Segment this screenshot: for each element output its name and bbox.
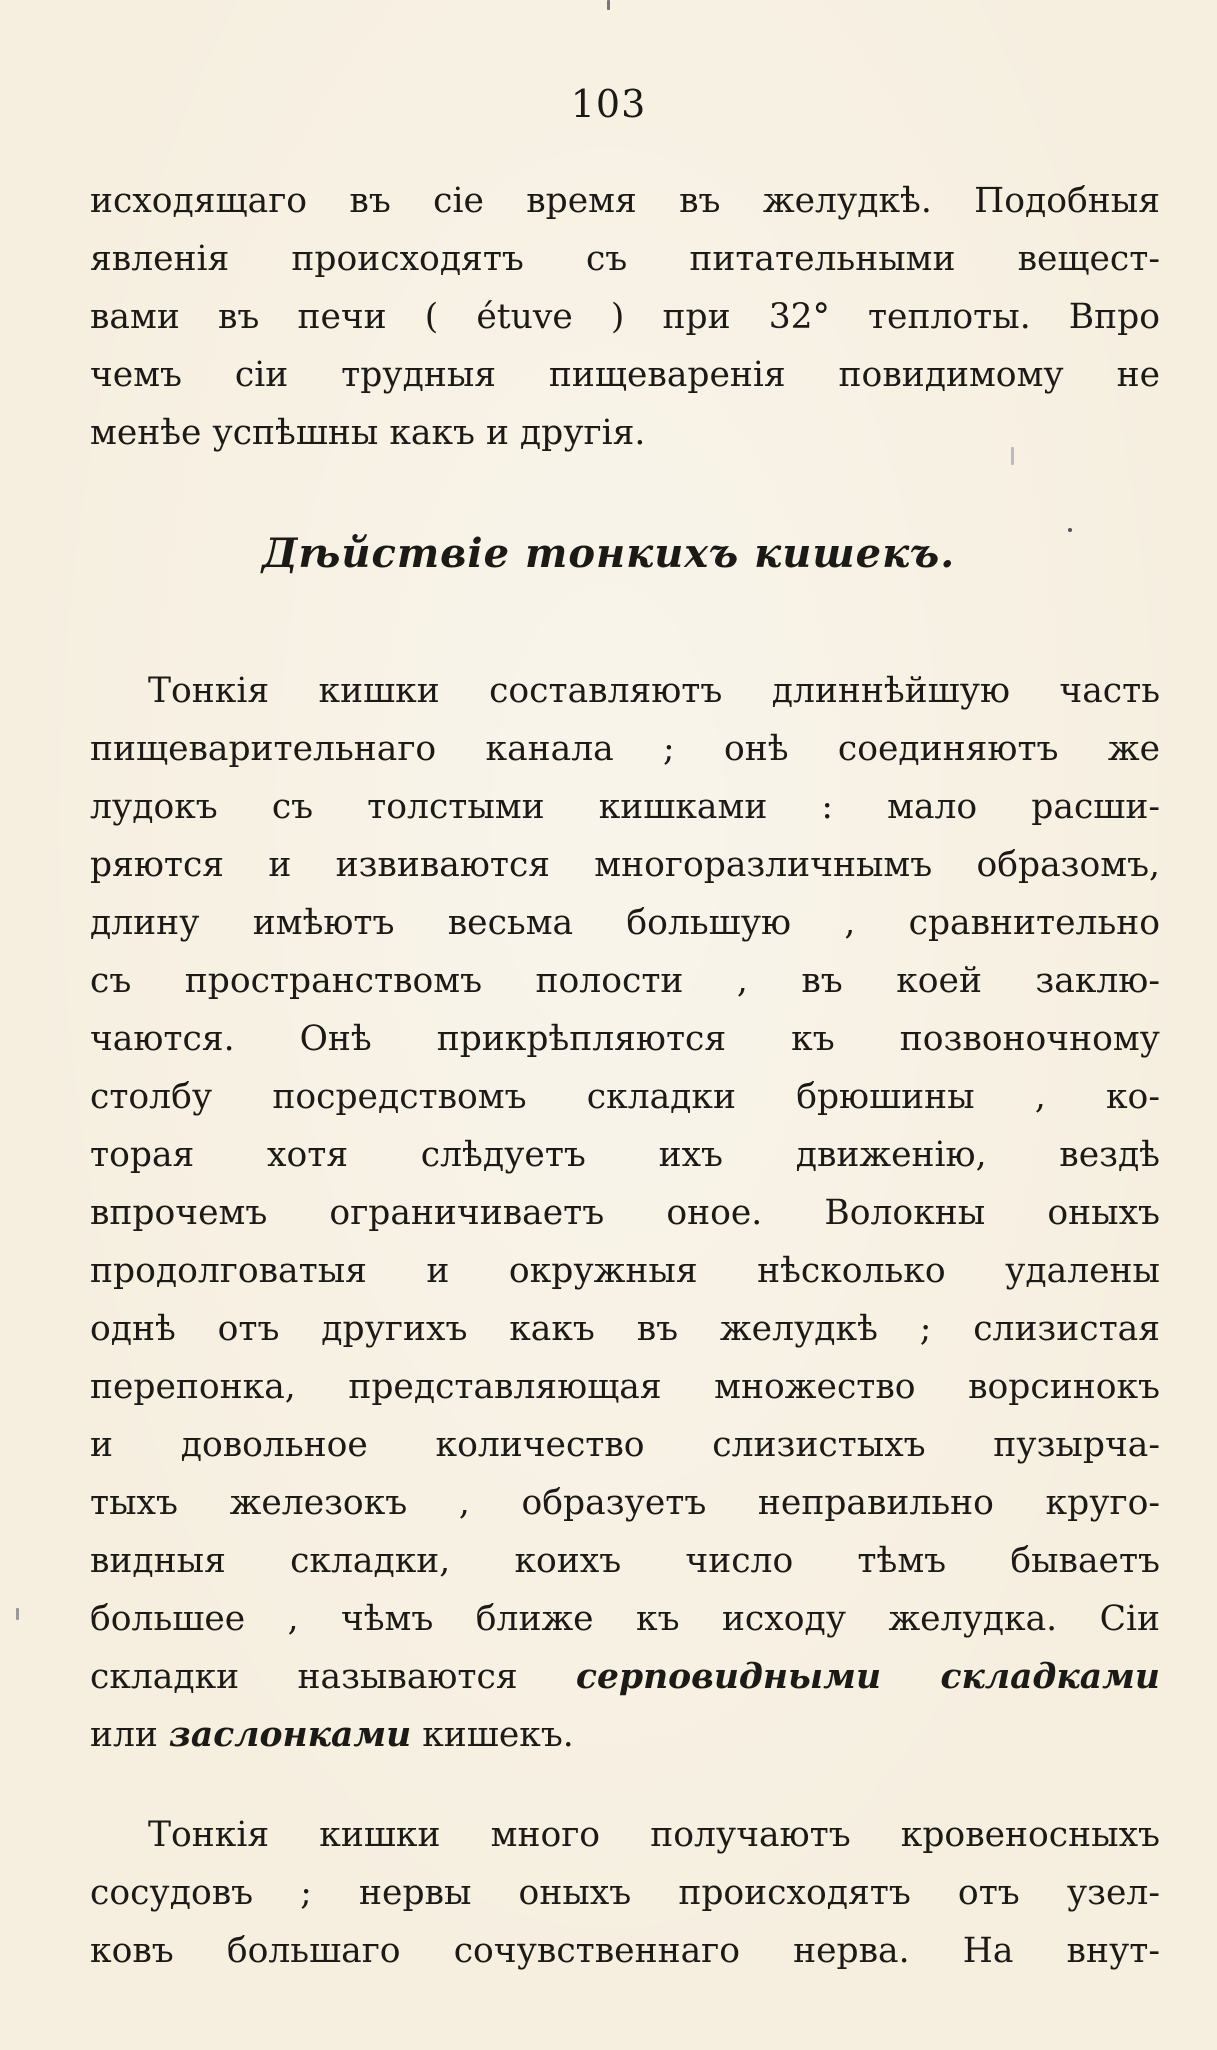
text-line: большее , чѣмъ ближе къ исходу желудка. Сіи <box>90 1599 1160 1639</box>
text-line: съ пространствомъ полости , въ коей заклю- <box>90 961 1160 1001</box>
text-line-with-italic <box>90 1706 1160 1764</box>
paragraph-3 <box>90 1806 1160 1980</box>
section-heading: Дѣйствіе тонкихъ кишекъ. <box>261 530 956 577</box>
text-line: длину имѣютъ весьма большую , сравнительно <box>90 903 1160 943</box>
text-span: складки называются <box>90 1657 576 1697</box>
text-line: исходящаго въ сіе время въ желудкѣ. Подобныя <box>90 181 1160 221</box>
text-line: вами въ печи ( étuve ) при 32° теплоты. Впро <box>90 297 1160 337</box>
text-span: или <box>90 1715 169 1755</box>
text-line: менѣе успѣшны какъ и другія. <box>90 413 646 453</box>
text-line: ряются и извиваются многоразличнымъ образомъ, <box>90 845 1160 885</box>
paragraph-2 <box>90 662 1160 1764</box>
paper-mark <box>607 0 610 10</box>
text-line: явленія происходятъ съ питательными вещест- <box>90 239 1160 279</box>
text-line: чемъ сіи трудныя пищеваренія повидимому не <box>90 355 1160 395</box>
text-line: ковъ большаго сочувственнаго нерва. На внут- <box>90 1931 1160 1971</box>
text-line: сосудовъ ; нервы оныхъ происходятъ отъ узел- <box>90 1873 1160 1913</box>
text-line-with-italic <box>90 1648 1160 1706</box>
text-line: и довольное количество слизистыхъ пузырча- <box>90 1425 1160 1465</box>
text-line: продолговатыя и окружныя нѣсколько удалены <box>90 1251 1160 1291</box>
paper-mark <box>1011 447 1014 465</box>
paper-speck <box>1068 528 1072 532</box>
text-line: Тонкія кишки много получаютъ кровеносныхъ <box>148 1815 1160 1855</box>
italic-term: заслонками <box>168 1715 412 1755</box>
text-line: впрочемъ ограничиваетъ оное. Волокны оныхъ <box>90 1193 1160 1233</box>
paragraph-1 <box>90 172 1160 462</box>
text-line: видныя складки, коихъ число тѣмъ бываетъ <box>90 1541 1160 1581</box>
italic-term: серповидными складками <box>575 1657 1160 1697</box>
text-line: Тонкія кишки составляютъ длиннѣйшую часть <box>148 671 1160 711</box>
text-line: лудокъ съ толстыми кишками : мало расши- <box>90 787 1160 827</box>
page-number: 103 <box>570 82 647 126</box>
text-line: тыхъ железокъ , образуетъ неправильно круго- <box>90 1483 1160 1523</box>
text-line: торая хотя слѣдуетъ ихъ движенію, вездѣ <box>90 1135 1160 1175</box>
paper-mark <box>16 1608 19 1620</box>
text-span: кишекъ. <box>411 1715 574 1755</box>
text-line: перепонка, представляющая множество ворсинокъ <box>90 1367 1160 1407</box>
text-line: однѣ отъ другихъ какъ въ желудкѣ ; слизистая <box>90 1309 1160 1349</box>
text-line: чаются. Онѣ прикрѣпляются къ позвоночному <box>90 1019 1160 1059</box>
text-line: пищеварительнаго канала ; онѣ соединяютъ же <box>90 729 1160 769</box>
text-line: столбу посредствомъ складки брюшины , ко- <box>90 1077 1160 1117</box>
